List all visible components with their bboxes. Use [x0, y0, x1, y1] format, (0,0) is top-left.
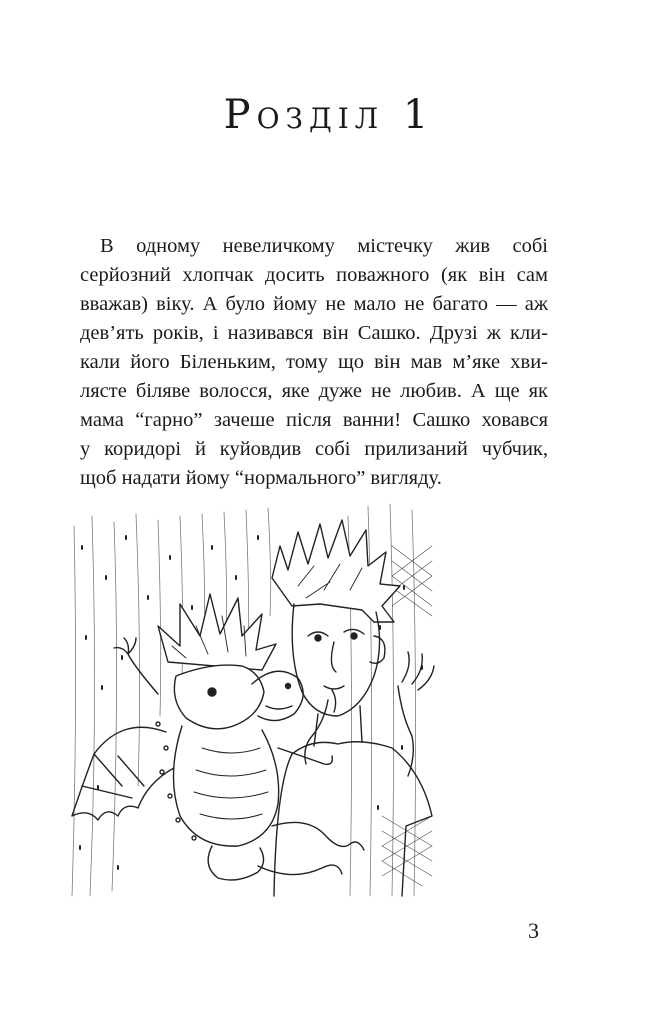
chapter-title: Розділ 1	[223, 92, 435, 138]
boy-figure	[272, 520, 434, 896]
page-number: 3	[528, 918, 539, 943]
chapter-text	[80, 232, 548, 493]
text-line: серйозний хлопчак досить поважного (як він сам	[80, 264, 548, 286]
text-line: В одному невеличкому містечку жив собі	[100, 235, 548, 257]
text-line: мама “гарно” зачеше після ванни! Сашко ховався	[80, 409, 548, 431]
text-line: дев’ять років, і називався він Сашко. Друзі ж кли-	[80, 322, 548, 344]
text-line: лясте біляве волосся, яке дуже не любив. А ще як	[80, 380, 548, 402]
text-line: кали його Біленьким, тому що він мав м’яке хви-	[80, 351, 548, 373]
text-line: вважав) віку. А було йому не мало не багато — аж	[80, 293, 548, 315]
text-line: у коридорі й куйовдив собі прилизаний чубчик,	[80, 438, 548, 460]
text-line: щоб надати йому “нормального” вигляду.	[80, 467, 442, 489]
boy-and-dragon-illustration	[62, 486, 442, 902]
